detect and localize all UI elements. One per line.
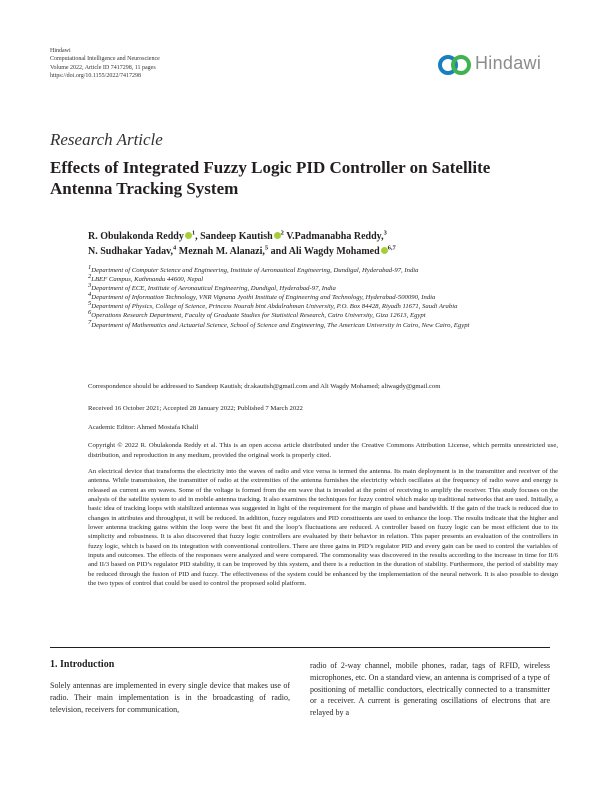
author-name: Sandeep Kautish (200, 231, 273, 242)
author-name: and Ali Wagdy Mohamed (270, 246, 380, 257)
publisher-name: Hindawi (50, 48, 71, 54)
orcid-icon[interactable] (381, 247, 388, 254)
abstract: An electrical device that transforms the electricity into the waves of radio and vice versa is termed the antenna. Its main deployment is in the transmitter and receiver of the antenna. While transmission, the transmitter of radio at the extremities of the antenna furnishes the electricity which oscillates at the frequency of radio wave and energy is released as current as em waves. Some of the voltage is formed from the em wave that is invaded at the point of receiving to amplify the receiver. This study focuses on the analysis of the satellite system to aid in mobile antenna tracking. It also examines the techniques for fuzzy control which make up traditional networks that are used. Initially, a basic idea of tracking loops with stabilized antennas was suggested in light of the requirement for the margin of phase and bandwidth. If the gain of the track is reduced due to changes in attributes and throughput, it will be reduced. In addition, fuzzy regulators and PID constituents are used to enhance the loop. The results indicate that the higher and lower antenna tracking gains within the loop were the best fit and the loop’s fluctuations are reduced. A controller based on fuzzy logic can be most efficient due to its simplicity and robustness. It is also discovered that fuzzy logic controllers are evaluated by their behavior in relation. This paper presents an evaluation of the controllers in fuzzy logic, which is based on its integration with conventional controllers. There are three gains in PID’s regulator PID and every gain can be used to control the variables of inputs and outcomes. The effects of the responses were analyzed and were compared. The commonality was discovered in the results according to the increase in time for II/6 and II/3 based on PID’s regulator PID stability, it can be improved by this system, and there is a reduction in the duration of stability. Furthermore, the period of stability may be reduced through the fusion of PID and fuzzy. The effectiveness of the system could be enhanced by the implementation of the neural network. It is also possible to design the two types of control that could be used to control the proposed solid platform. (88, 468, 558, 588)
author-affil-sup: 3 (383, 229, 387, 237)
volume-info: Volume 2022, Article ID 7417298, 11 pages (50, 64, 156, 71)
publication-dates: Received 16 October 2021; Accepted 28 January 2022; Published 7 March 2022 (88, 405, 303, 412)
copyright-notice: Copyright © 2022 R. Obulakonda Reddy et al. This is an open access article distributed under the Creative Commons Attribution License, which permits unrestricted use, distribution, and reproduction in any medium, provided the original work is properly cited. (88, 442, 558, 459)
author-affil-sup: 2 (280, 229, 284, 237)
affiliation: $^3$Department of ECE, Institute of Aeronautical Engineering, Dundigal, Hyderabad-97, India (88, 281, 336, 293)
affiliation-list (88, 263, 558, 330)
author-affil-sup: 6,7 (387, 244, 396, 252)
paper-title: Effects of Integrated Fuzzy Logic PID Controller on Satellite Antenna Tracking System (50, 158, 491, 198)
journal-header (50, 47, 160, 80)
section-heading: 1. Introduction (50, 659, 115, 670)
section-divider (50, 647, 550, 648)
correspondence: Correspondence should be addressed to Sandeep Kautish; dr.skautish@gmail.com and Ali Wagdy Mohamed; aliwagdy@gmail.com (88, 383, 441, 390)
doi-link[interactable]: https://doi.org/10.1155/2022/7417298 (50, 72, 142, 79)
journal-name: Computational Intelligence and Neuroscience (50, 56, 160, 63)
author-name: N. Sudhakar Yadav, (88, 246, 174, 257)
orcid-icon[interactable] (274, 232, 281, 239)
author-list: R. Obulakonda Reddy $^1$, Sandeep Kautish $^2$ V.Padmanabha Reddy,$^3$ N. Sudhakar Yadav,$^4$ Meznah M. Alanazi,$^5$ and Ali Wagdy Mohamed $^{6,7}$ (88, 229, 396, 257)
orcid-icon[interactable] (185, 232, 192, 239)
affiliation: $^7$Department of Mathematics and Actuarial Science, School of Science and Engineering, The American University in Cairo, New Cairo, Egypt (88, 318, 470, 329)
author-name: Meznah M. Alanazi, (178, 246, 265, 257)
affiliation: $^4$Department of Information Technology, VNR Vignana Jyothi Institute of Engineering and Technology, Hyderabad-500090, India (88, 291, 436, 302)
affiliation: $^5$Department of Physics, College of Science, Princess Nourah bint Abdulrahman University, P.O. Box 84428, Riyadh 11671, Saudi Arabia (88, 300, 458, 311)
affiliation: $^6$Operations Research Department, Faculty of Graduate Studies for Statistical Research, Cairo University, Giza 12613, Egypt (88, 309, 426, 320)
author-affil-sup: 1 (191, 229, 196, 237)
author-affil-sup: 5 (264, 244, 269, 252)
author-name: V.Padmanabha Reddy, (286, 231, 384, 242)
intro-column-left: Solely antennas are implemented in every single device that makes use of radio. Their main implementation is in the broadcasting of radio, television, receivers for communication, (50, 681, 290, 714)
affiliation: $^2$LBEF Campus, Kathmandu 44600, Nepal (88, 272, 204, 284)
article-type: Research Article (50, 130, 163, 149)
author-name: R. Obulakonda Reddy (88, 231, 184, 242)
hindawi-logo-text: Hindawi (475, 53, 542, 73)
affiliation: $^1$Department of Computer Science and Engineering, Institute of Aeronautical Engineering, Dundigal, Hyderabad-97, India (88, 263, 419, 274)
author-affil-sup: 4 (173, 244, 177, 252)
academic-editor: Academic Editor: Ahmed Mostafa Khalil (88, 424, 199, 431)
intro-column-right: radio of 2-way channel, mobile phones, radar, tags of RFID, wireless microphones, etc. On a standard view, an antenna is comprised of a type of positioning of metallic conductors, electrically connected to a transmitter or a receiver. A current is generating oscillations of electrons that are relayed by a (310, 661, 550, 718)
